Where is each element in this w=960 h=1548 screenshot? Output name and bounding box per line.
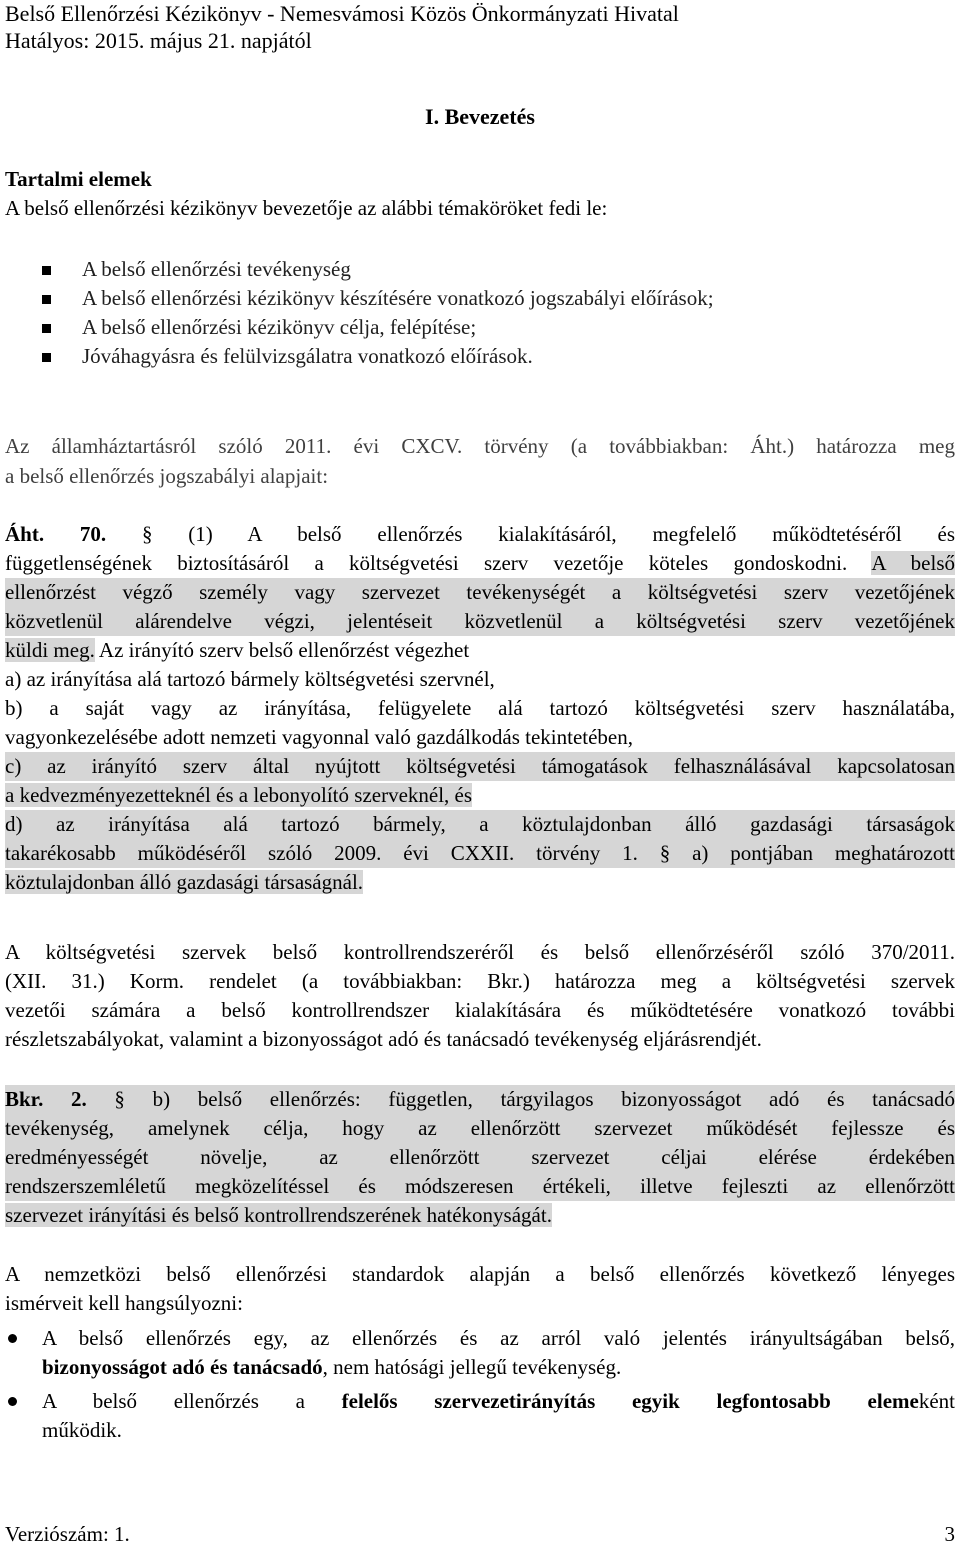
aht70-paragraph-line — [5, 549, 955, 578]
aht70-paragraph-line: vagyonkezelésébe adott nemzeti vagyonnal való gazdálkodás tekintetében, — [5, 725, 634, 749]
standards-intro-line: ismérveit kell hangsúlyozni: — [5, 1291, 243, 1315]
square-bullet-icon — [42, 324, 51, 333]
bkr-intro-line: A költségvetési szervek belső kontrollrendszeréről és belső ellenőrzéséről szóló 370/2011. — [5, 940, 955, 964]
list-item: A belső ellenőrzési tevékenység — [82, 257, 351, 281]
aht70-ref: Áht. 70. — [5, 522, 107, 546]
bkr-intro-line: (XII. 31.) Korm. rendelet (a továbbiakban: Bkr.) határozza meg a költségvetési szervek — [5, 969, 955, 993]
square-bullet-icon — [42, 353, 51, 362]
aht70-highlight: A belső — [871, 551, 955, 575]
bkr2-paragraph-line: rendszerszemléletű megközelítéssel és módszeresen értékeli, illetve fejleszti az ellenőrzött — [5, 1172, 955, 1201]
round-bullet-icon — [8, 1397, 17, 1406]
bkr2-text: b) belső ellenőrzés: független, tárgyilagos bizonyosságot adó és tanácsadó — [152, 1087, 955, 1111]
standards-bullet-line — [42, 1387, 955, 1416]
list-item: Jóváhagyásra és felülvizsgálatra vonatkozó előírások. — [82, 344, 533, 368]
standards-text: ként — [918, 1389, 955, 1413]
footer-version: Verziószám: 1. — [5, 1522, 130, 1546]
aht70-text: Az irányító szerv belső ellenőrzést végezhet — [98, 638, 470, 662]
standards-text: A belső ellenőrzés a — [42, 1389, 305, 1413]
aht70-paragraph-line — [5, 520, 955, 549]
bkr-intro-line: vezetői számára a belső kontrollrendszer kialakítására és működtetésére vonatkozó további — [5, 998, 955, 1022]
aht70-paragraph-line — [5, 868, 363, 897]
section-sign: § — [659, 841, 671, 865]
page-number: 3 — [944, 1522, 955, 1546]
aht70-paragraph-line: b) a saját vagy az irányítása, felügyelete alá tartozó költségvetési szerv használatába, — [5, 696, 955, 720]
header-effective-date: Hatályos: 2015. május 21. napjától — [5, 28, 312, 53]
square-bullet-icon — [42, 266, 51, 275]
contents-heading: Tartalmi elemek — [5, 167, 152, 191]
aht70-paragraph-line: c) az irányító szerv által nyújtott költségvetési támogatások felhasználásával kapcsolatosan — [5, 752, 955, 781]
round-bullet-icon — [8, 1334, 17, 1343]
contents-intro: A belső ellenőrzési kézikönyv bevezetője az alábbi témaköröket fedi le: — [5, 196, 608, 220]
aht-intro-line: Az államháztartásról szóló 2011. évi CXCV. törvény (a továbbiakban: Áht.) határozza meg — [5, 434, 955, 458]
standards-bullet-line: működik. — [42, 1418, 122, 1442]
section-sign: § — [114, 1087, 125, 1111]
aht70-highlight: köztulajdonban álló gazdasági társaságnál. — [5, 870, 364, 894]
bkr2-paragraph-line — [5, 1201, 552, 1230]
standards-text: , nem hatósági jellegű tevékenység. — [322, 1355, 622, 1379]
aht70-text: függetlenségének biztosításáról a költségvetési szerv vezetője köteles gondoskodni. — [5, 551, 848, 575]
bold-phrase-wrap — [342, 1389, 955, 1413]
aht70-text: takarékosabb működéséről szóló 2009. évi CXXII. törvény 1. — [5, 841, 638, 865]
aht70-highlight: a kedvezményezetteknél és a lebonyolító szerveknél, és — [5, 783, 473, 807]
aht-intro-line: a belső ellenőrzés jogszabályi alapjait: — [5, 464, 329, 488]
aht70-paragraph-line — [5, 781, 472, 810]
list-item: A belső ellenőrzési kézikönyv készítésére vonatkozó jogszabályi előírások; — [82, 286, 714, 310]
standards-bullet-line — [42, 1353, 621, 1382]
aht70-highlight: küldi meg. — [5, 638, 95, 662]
aht70-paragraph-line: közvetlenül alárendelve végzi, jelentéseit közvetlenül a költségvetési szerv vezetőjének — [5, 607, 955, 636]
standards-bullet-line: A belső ellenőrzés egy, az ellenőrzés és az arról való jelentés irányultságában belső, — [42, 1326, 955, 1350]
bkr2-paragraph-line — [5, 1085, 955, 1114]
bkr2-highlight: szervezet irányítási és belső kontrollrendszerének hatékonyságát. — [5, 1203, 552, 1227]
aht70-paragraph-line: a) az irányítása alá tartozó bármely költségvetési szervnél, — [5, 667, 495, 691]
aht70-paragraph-line — [5, 636, 469, 665]
bkr2-paragraph-line: tevékenység, amelynek célja, hogy az ellenőrzött szervezet működését fejlessze és — [5, 1114, 955, 1143]
bold-phrase: felelős szervezetirányítás egyik legfontosabb eleme — [341, 1389, 919, 1413]
aht70-paragraph-line: d) az irányítása alá tartozó bármely, a köztulajdonban álló gazdasági társaságok — [5, 810, 955, 839]
bkr2-ref: Bkr. 2. — [5, 1087, 87, 1111]
bkr2-paragraph-line: eredményességét növelje, az ellenőrzött szervezet céljai elérése érdekében — [5, 1143, 955, 1172]
header-title: Belső Ellenőrzési Kézikönyv - Nemesvámosi Közös Önkormányzati Hivatal — [5, 1, 679, 26]
square-bullet-icon — [42, 295, 51, 304]
section-sign: § — [141, 522, 153, 546]
standards-intro-line: A nemzetközi belső ellenőrzési standardok alapján a belső ellenőrzés következő lényeges — [5, 1262, 955, 1286]
aht70-paragraph-line — [5, 839, 955, 868]
list-item: A belső ellenőrzési kézikönyv célja, felépítése; — [82, 315, 477, 339]
bkr-intro-line: részletszabályokat, valamint a bizonyosságot adó és tanácsadó tevékenység eljárásrendjét. — [5, 1027, 762, 1051]
aht70-paragraph-line: ellenőrzést végző személy vagy szervezet tevékenységét a költségvetési szerv vezetőjének — [5, 578, 955, 607]
section-title: I. Bevezetés — [425, 104, 535, 129]
aht70-text: (1) A belső ellenőrzés kialakításáról, megfelelő működtetéséről és — [188, 522, 956, 546]
aht70-text: a) pontjában meghatározott — [692, 841, 955, 865]
bold-phrase: bizonyosságot adó és tanácsadó — [42, 1355, 323, 1379]
